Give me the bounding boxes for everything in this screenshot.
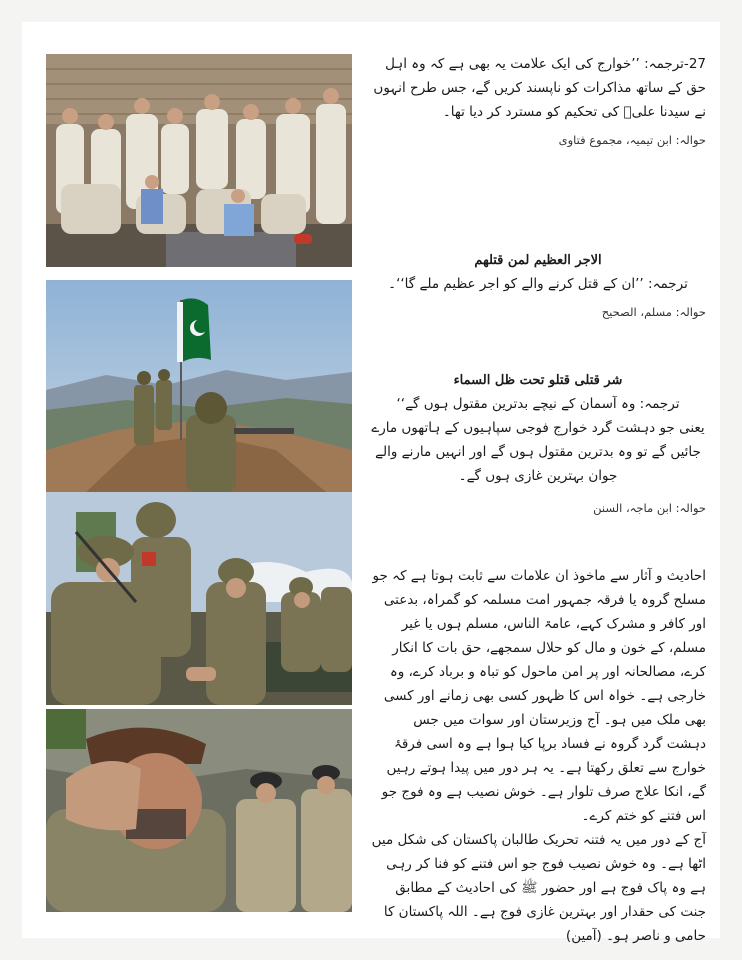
- photo-soldiers-flag-hilltop: [46, 280, 352, 492]
- photo-tribal-gathering: [46, 54, 352, 267]
- section-khawarij-sign: [370, 52, 706, 150]
- arabic-heading-great-reward: الاجر العظیم لمن قتلھم: [474, 253, 602, 268]
- section-conclusion: [370, 564, 706, 948]
- translation-great-reward: ترجمہ: ’’ان کے قتل کرنے والے کو اجر عظیم ملے گا‘‘۔: [388, 276, 688, 292]
- photo-soldiers-convoy: [46, 492, 352, 705]
- photo-soldiers-saluting: [46, 709, 352, 912]
- document-page: [22, 22, 720, 944]
- reference-ibn-taymiyyah: حوالہ: ابن تیمیہ، مجموع فتاوی: [558, 133, 706, 147]
- section-great-reward: [370, 250, 706, 322]
- translation-worst-slain: ترجمہ: وہ آسمان کے نیچے بدترین مقتول ہوں گے‘‘: [396, 396, 680, 412]
- reference-ibn-majah: حوالہ: ابن ماجہ، السنن: [593, 501, 706, 515]
- reference-muslim: حوالہ: مسلم، الصحیح: [601, 305, 706, 319]
- khawarij-sign-text: 27-ترجمہ: ’’خوارج کی ایک علامت یہ بھی ہے کہ وہ اہل حق کے ساتھ مذاکرات کو ناپسند کریں گے، جس طرح انہوں نے سیدنا علیؓ کی تحکیم کو مسترد کر دیا تھا۔: [373, 56, 706, 120]
- explanation-worst-slain: یعنی جو دہشت گرد خوارج فوجی سپاہیوں کے ہاتھوں مارے جائیں گے تو وہ بدترین مقتول ہوں گے اور انہیں مارنے والے جوان بہترین غازی ہوں گے۔: [371, 420, 705, 484]
- section-worst-slain: [370, 370, 706, 518]
- arabic-heading-worst-slain: شر قتلی قتلو تحت ظل السماء: [453, 373, 623, 388]
- conclusion-paragraph-1: احادیث و آثار سے ماخوذ ان علامات سے ثابت ہوتا ہے کہ جو مسلح گروہ یا فرقہ جمہور امت مسلمہ کو گمراہ، بدعتی اور کافر و مشرک کہے، عامۃ الناس، مسلم ہوں یا غیر مسلم، کے خون و مال کو حلال سمجھے، حق بات کا انکار کرے، مصالحانہ اور پر امن ماحول کو تباہ و برباد کرے، وہ خارجی ہے۔ خواہ اس کا ظہور کسی بھی زمانے اور کسی بھی ملک میں ہو۔ آج وزیرستان اور سوات میں جس دہشت گرد گروہ نے فساد برپا کیا ہوا ہے وہ اسی فرقۂ خوارج سے تعلق رکھتا ہے۔ یہ ہر دور میں پیدا ہوتے رہیں گے، انکا علاج صرف تلوار ہے۔ خوش نصیب ہے وہ فوج جو اس فتنے کو ختم کرے۔: [372, 568, 706, 824]
- conclusion-paragraph-2: آج کے دور میں یہ فتنہ تحریک طالبان پاکستان کی شکل میں اٹھا ہے۔ وہ خوش نصیب فوج جو اس فتنے کو فنا کر رہی ہے وہ پاک فوج ہے اور حضور ﷺ کی احادیث کے مطابق جنت کی حقدار اور بہترین غازی فوج ہے۔ اللہ پاکستان کا حامی و ناصر ہو۔ (آمین): [371, 832, 706, 944]
